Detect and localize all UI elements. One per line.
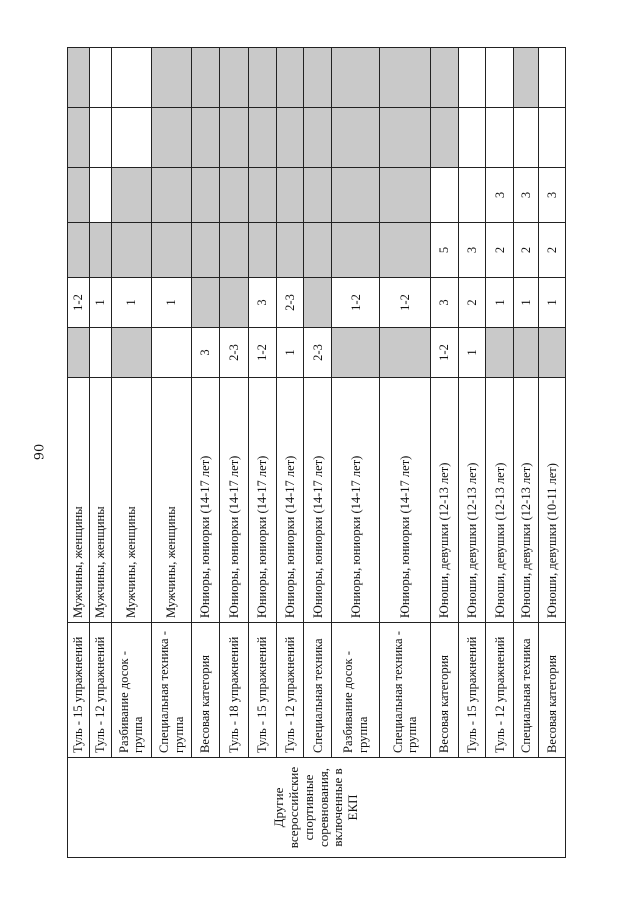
place-range-cell: [539, 108, 566, 168]
table-row: [486, 48, 514, 858]
place-range-cell: 1: [514, 278, 539, 328]
table-row: [430, 48, 458, 858]
place-range-cell: [276, 223, 304, 278]
place-range-cell: [486, 328, 514, 378]
place-range-cell: [539, 48, 566, 108]
place-range-cell: 1-2: [380, 278, 431, 328]
place-range-cell: [304, 223, 332, 278]
table-row: [248, 48, 276, 858]
place-range-cell: [380, 108, 431, 168]
table-row: [68, 48, 90, 858]
table-row: [89, 48, 111, 858]
ranking-table: [67, 47, 566, 858]
place-range-cell: [304, 168, 332, 223]
rotated-table-container: [67, 48, 566, 858]
place-range-cell: 2: [539, 223, 566, 278]
age-group-cell: Юниоры, юниорки (14-17 лет): [219, 378, 248, 623]
place-range-cell: 2-3: [304, 328, 332, 378]
place-range-cell: 3: [458, 223, 486, 278]
age-group-cell: Юноши, девушки (12-13 лет): [514, 378, 539, 623]
discipline-cell: Туль - 12 упражнений: [89, 623, 111, 758]
table-row: [219, 48, 248, 858]
place-range-cell: [514, 48, 539, 108]
place-range-cell: [430, 168, 458, 223]
age-group-cell: Юниоры, юниорки (14-17 лет): [332, 378, 380, 623]
age-group-cell: Мужчины, женщины: [89, 378, 111, 623]
age-group-cell: Юниоры, юниорки (14-17 лет): [192, 378, 220, 623]
table-row: [304, 48, 332, 858]
discipline-cell: Туль - 15 упражнений: [458, 623, 486, 758]
discipline-cell: Туль - 12 упражнений: [486, 623, 514, 758]
place-range-cell: [248, 168, 276, 223]
place-range-cell: [458, 48, 486, 108]
place-range-cell: 3: [514, 168, 539, 223]
place-range-cell: [380, 328, 431, 378]
discipline-cell: Специальная техника: [304, 623, 332, 758]
place-range-cell: 1: [89, 278, 111, 328]
discipline-cell: Разбивание досок - группа: [332, 623, 380, 758]
table-row: [111, 48, 151, 858]
place-range-cell: [111, 223, 151, 278]
place-range-cell: [89, 48, 111, 108]
place-range-cell: [151, 223, 191, 278]
place-range-cell: [332, 223, 380, 278]
place-range-cell: [332, 328, 380, 378]
place-range-cell: [111, 328, 151, 378]
place-range-cell: [68, 48, 90, 108]
competition-category-cell: Другие всероссийские спортивные соревнования, включенные в ЕКП: [68, 758, 566, 858]
page-number: 90: [32, 443, 48, 461]
place-range-cell: 2-3: [276, 278, 304, 328]
place-range-cell: 1-2: [68, 278, 90, 328]
place-range-cell: 3: [430, 278, 458, 328]
place-range-cell: [248, 108, 276, 168]
place-range-cell: 1: [486, 278, 514, 328]
place-range-cell: 2: [458, 278, 486, 328]
age-group-cell: Мужчины, женщины: [68, 378, 90, 623]
discipline-cell: Весовая категория: [430, 623, 458, 758]
place-range-cell: [219, 278, 248, 328]
table-row: [380, 48, 431, 858]
place-range-cell: [304, 108, 332, 168]
place-range-cell: [219, 108, 248, 168]
table-row: [332, 48, 380, 858]
discipline-cell: Туль - 18 упражнений: [219, 623, 248, 758]
discipline-cell: Туль - 12 упражнений: [276, 623, 304, 758]
place-range-cell: [89, 168, 111, 223]
place-range-cell: [430, 48, 458, 108]
place-range-cell: [380, 48, 431, 108]
discipline-cell: Специальная техника - группа: [151, 623, 191, 758]
place-range-cell: [68, 328, 90, 378]
place-range-cell: [514, 108, 539, 168]
place-range-cell: [192, 278, 220, 328]
place-range-cell: 2: [486, 223, 514, 278]
place-range-cell: [430, 108, 458, 168]
table-row: [539, 48, 566, 858]
place-range-cell: 1: [111, 278, 151, 328]
place-range-cell: [219, 223, 248, 278]
place-range-cell: [111, 48, 151, 108]
discipline-cell: Туль - 15 упражнений: [248, 623, 276, 758]
place-range-cell: [304, 278, 332, 328]
discipline-cell: Туль - 15 упражнений: [68, 623, 90, 758]
table-row: [458, 48, 486, 858]
place-range-cell: [276, 168, 304, 223]
place-range-cell: [332, 48, 380, 108]
age-group-cell: Юноши, девушки (12-13 лет): [458, 378, 486, 623]
place-range-cell: [332, 168, 380, 223]
age-group-cell: Юноши, девушки (10-11 лет): [539, 378, 566, 623]
place-range-cell: [248, 48, 276, 108]
place-range-cell: 5: [430, 223, 458, 278]
place-range-cell: [192, 223, 220, 278]
place-range-cell: [111, 168, 151, 223]
table-row: [192, 48, 220, 858]
place-range-cell: [192, 168, 220, 223]
place-range-cell: [380, 168, 431, 223]
place-range-cell: [68, 168, 90, 223]
age-group-cell: Юниоры, юниорки (14-17 лет): [248, 378, 276, 623]
place-range-cell: [151, 108, 191, 168]
place-range-cell: 2: [514, 223, 539, 278]
place-range-cell: [486, 108, 514, 168]
place-range-cell: [192, 108, 220, 168]
age-group-cell: Юниоры, юниорки (14-17 лет): [380, 378, 431, 623]
place-range-cell: 3: [486, 168, 514, 223]
place-range-cell: 1-2: [248, 328, 276, 378]
place-range-cell: [151, 328, 191, 378]
age-group-cell: Юниоры, юниорки (14-17 лет): [304, 378, 332, 623]
age-group-cell: Юниоры, юниорки (14-17 лет): [276, 378, 304, 623]
age-group-cell: Юноши, девушки (12-13 лет): [486, 378, 514, 623]
table-row: [514, 48, 539, 858]
table-body: [68, 48, 566, 858]
place-range-cell: [380, 223, 431, 278]
place-range-cell: [458, 108, 486, 168]
place-range-cell: [539, 328, 566, 378]
place-range-cell: 1-2: [332, 278, 380, 328]
place-range-cell: 2-3: [219, 328, 248, 378]
place-range-cell: [68, 108, 90, 168]
discipline-cell: Разбивание досок - группа: [111, 623, 151, 758]
place-range-cell: [276, 108, 304, 168]
table-row: [276, 48, 304, 858]
place-range-cell: [486, 48, 514, 108]
place-range-cell: 3: [248, 278, 276, 328]
table-row: [151, 48, 191, 858]
place-range-cell: [276, 48, 304, 108]
discipline-cell: Специальная техника: [514, 623, 539, 758]
place-range-cell: 1: [458, 328, 486, 378]
place-range-cell: [111, 108, 151, 168]
discipline-cell: Специальная техника - группа: [380, 623, 431, 758]
place-range-cell: [192, 48, 220, 108]
place-range-cell: [304, 48, 332, 108]
place-range-cell: [458, 168, 486, 223]
place-range-cell: [89, 328, 111, 378]
place-range-cell: 1: [151, 278, 191, 328]
place-range-cell: 3: [539, 168, 566, 223]
age-group-cell: Мужчины, женщины: [151, 378, 191, 623]
place-range-cell: [89, 223, 111, 278]
age-group-cell: Мужчины, женщины: [111, 378, 151, 623]
place-range-cell: [89, 108, 111, 168]
place-range-cell: [151, 168, 191, 223]
place-range-cell: [219, 168, 248, 223]
place-range-cell: [68, 223, 90, 278]
place-range-cell: [151, 48, 191, 108]
place-range-cell: [332, 108, 380, 168]
place-range-cell: [248, 223, 276, 278]
place-range-cell: 1: [276, 328, 304, 378]
discipline-cell: Весовая категория: [539, 623, 566, 758]
age-group-cell: Юноши, девушки (12-13 лет): [430, 378, 458, 623]
discipline-cell: Весовая категория: [192, 623, 220, 758]
place-range-cell: 1-2: [430, 328, 458, 378]
place-range-cell: 3: [192, 328, 220, 378]
place-range-cell: 1: [539, 278, 566, 328]
place-range-cell: [514, 328, 539, 378]
place-range-cell: [219, 48, 248, 108]
